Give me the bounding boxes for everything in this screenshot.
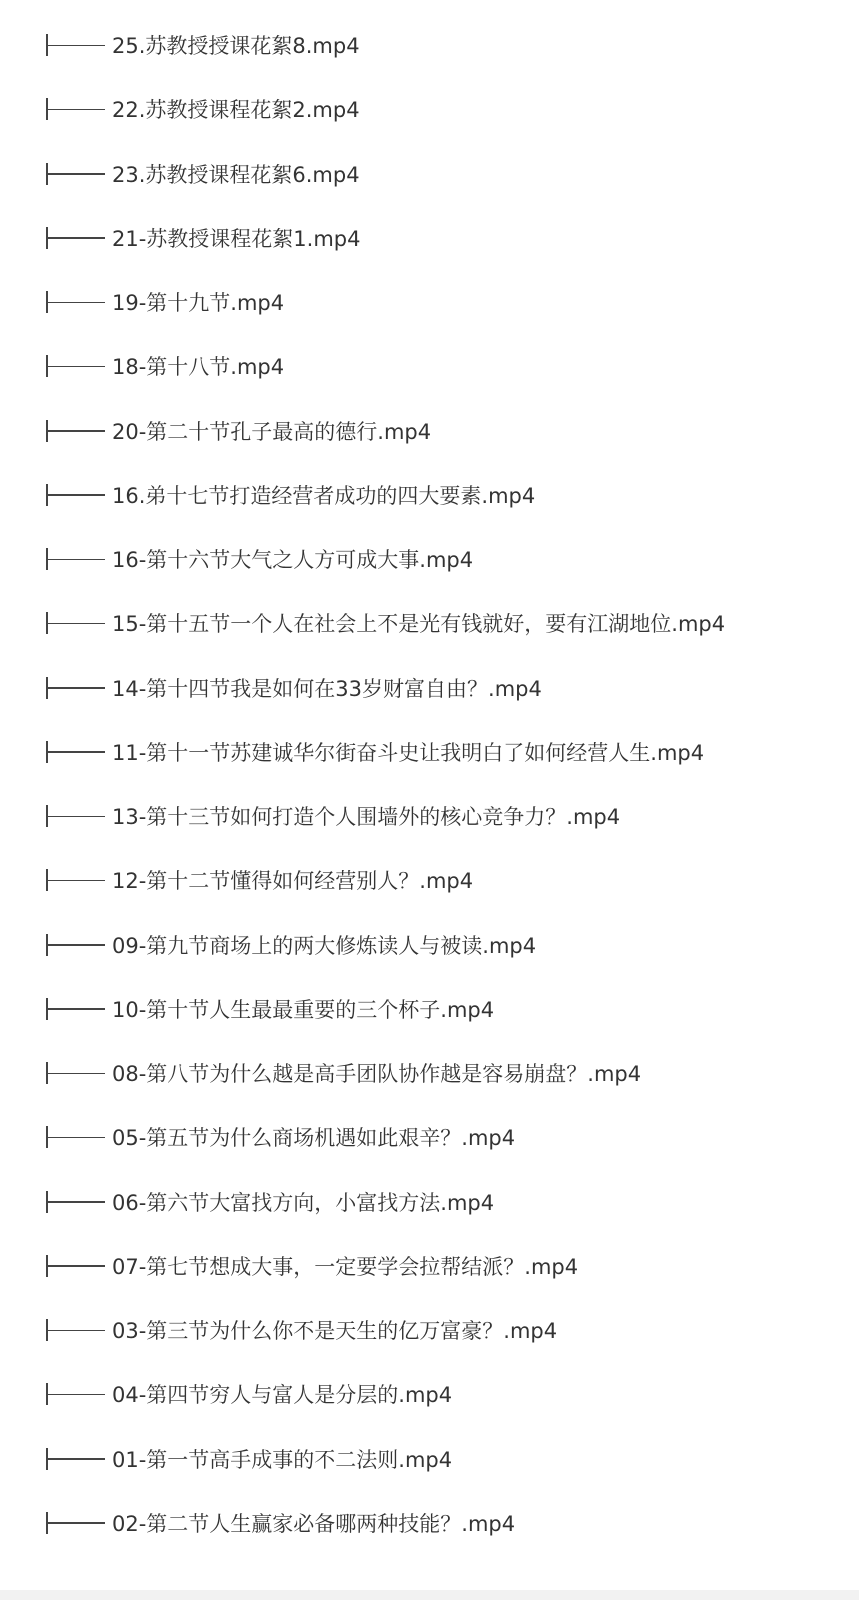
file-name: 22.苏教授课程花絮2.mp4 [112, 98, 360, 123]
file-name: 14-第十四节我是如何在33岁财富自由？.mp4 [112, 676, 542, 701]
tree-branch-icon [46, 548, 106, 570]
tree-branch-icon [46, 227, 106, 249]
tree-branch-icon [46, 1448, 106, 1470]
file-list-item[interactable] [0, 784, 859, 848]
file-name: 18-第十八节.mp4 [112, 355, 285, 380]
file-list-item[interactable] [0, 720, 859, 784]
file-name: 07-第七节想成大事，一定要学会拉帮结派？.mp4 [112, 1254, 579, 1279]
tree-branch-icon [46, 1255, 106, 1277]
file-list-item[interactable] [0, 1362, 859, 1426]
tree-branch-icon [46, 934, 106, 956]
file-name: 19-第十九节.mp4 [112, 291, 285, 316]
tree-branch-icon [46, 1062, 106, 1084]
file-name: 03-第三节为什么你不是天生的亿万富豪？.mp4 [112, 1319, 558, 1344]
bottom-divider [0, 1590, 859, 1600]
tree-branch-icon [46, 869, 106, 891]
file-name: 10-第十节人生最最重要的三个杯子.mp4 [112, 997, 495, 1022]
file-list-item[interactable] [0, 848, 859, 912]
file-name: 20-第二十节孔子最高的德行.mp4 [112, 419, 432, 444]
file-name: 11-第十一节苏建诚华尔街奋斗史让我明白了如何经营人生.mp4 [112, 740, 705, 765]
tree-branch-icon [46, 805, 106, 827]
tree-branch-icon [46, 1191, 106, 1213]
file-list-item[interactable] [0, 913, 859, 977]
file-name: 06-第六节大富找方向，小富找方法.mp4 [112, 1190, 495, 1215]
file-name: 12-第十二节懂得如何经营别人？.mp4 [112, 869, 474, 894]
file-name: 15-第十五节一个人在社会上不是光有钱就好，要有江湖地位.mp4 [112, 612, 726, 637]
file-name: 08-第八节为什么越是高手团队协作越是容易崩盘？.mp4 [112, 1062, 642, 1087]
file-name: 23.苏教授课程花絮6.mp4 [112, 162, 360, 187]
tree-branch-icon [46, 163, 106, 185]
file-list-item[interactable] [0, 1298, 859, 1362]
file-list-item[interactable] [0, 1234, 859, 1298]
file-list-item[interactable] [0, 399, 859, 463]
tree-branch-icon [46, 677, 106, 699]
tree-branch-icon [46, 420, 106, 442]
file-name: 25.苏教授授课花絮8.mp4 [112, 34, 360, 59]
tree-branch-icon [46, 1126, 106, 1148]
tree-branch-icon [46, 484, 106, 506]
tree-branch-icon [46, 355, 106, 377]
tree-branch-icon [46, 98, 106, 120]
tree-branch-icon [46, 612, 106, 634]
file-list-item[interactable] [0, 206, 859, 270]
file-name: 09-第九节商场上的两大修炼读人与被读.mp4 [112, 933, 537, 958]
file-name: 21-苏教授课程花絮1.mp4 [112, 226, 361, 251]
file-name: 13-第十三节如何打造个人围墙外的核心竞争力？.mp4 [112, 805, 621, 830]
file-list-item[interactable] [0, 977, 859, 1041]
file-list-item[interactable] [0, 1491, 859, 1555]
file-name: 16.弟十七节打造经营者成功的四大要素.mp4 [112, 483, 536, 508]
file-list-item[interactable] [0, 334, 859, 398]
file-name: 02-第二节人生赢家必备哪两种技能？.mp4 [112, 1511, 516, 1536]
file-tree-list [0, 13, 859, 1555]
tree-branch-icon [46, 1512, 106, 1534]
file-name: 16-第十六节大气之人方可成大事.mp4 [112, 548, 474, 573]
file-name: 05-第五节为什么商场机遇如此艰辛？.mp4 [112, 1126, 516, 1151]
file-list-item[interactable] [0, 13, 859, 77]
tree-branch-icon [46, 1383, 106, 1405]
file-list-item[interactable] [0, 591, 859, 655]
file-list-item[interactable] [0, 77, 859, 141]
tree-branch-icon [46, 291, 106, 313]
file-list-item[interactable] [0, 1105, 859, 1169]
tree-branch-icon [46, 998, 106, 1020]
file-list-item[interactable] [0, 656, 859, 720]
file-list-item[interactable] [0, 463, 859, 527]
file-list-item[interactable] [0, 1041, 859, 1105]
file-list-item[interactable] [0, 270, 859, 334]
file-name: 01-第一节高手成事的不二法则.mp4 [112, 1447, 453, 1472]
file-list-item[interactable] [0, 1427, 859, 1491]
file-name: 04-第四节穷人与富人是分层的.mp4 [112, 1383, 453, 1408]
file-list-item[interactable] [0, 142, 859, 206]
tree-branch-icon [46, 34, 106, 56]
tree-branch-icon [46, 741, 106, 763]
file-list-item[interactable] [0, 1170, 859, 1234]
tree-branch-icon [46, 1319, 106, 1341]
file-list-item[interactable] [0, 527, 859, 591]
